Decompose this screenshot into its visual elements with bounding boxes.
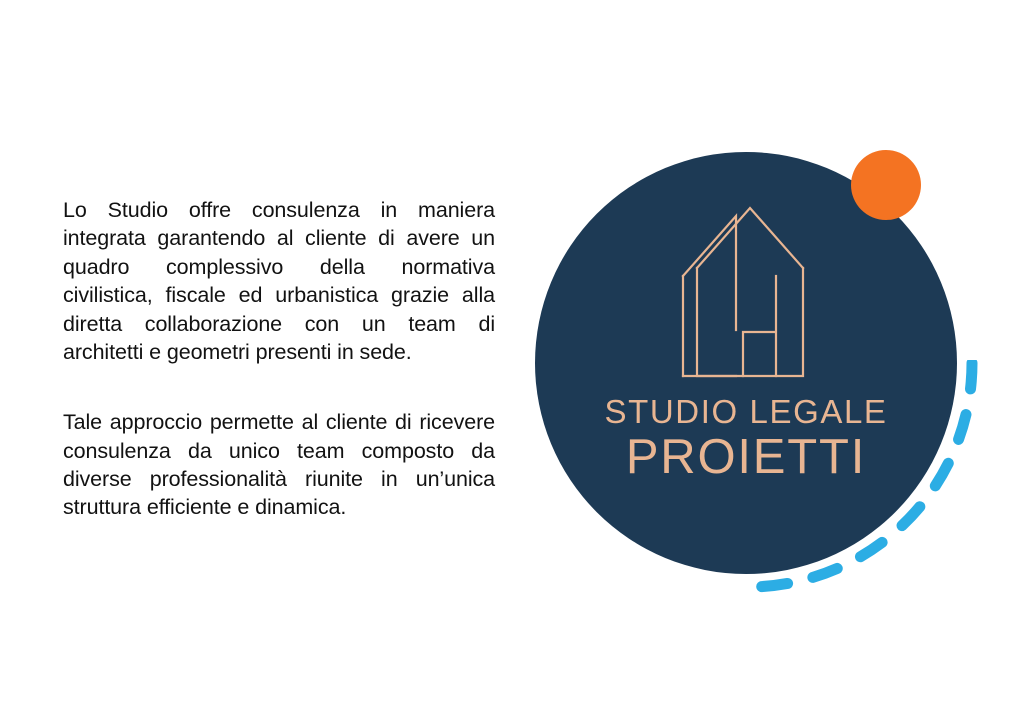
logo-line-2: PROIETTI xyxy=(625,429,867,484)
body-text-column xyxy=(63,196,495,522)
logo-lockup xyxy=(520,130,990,610)
paragraph-1: Lo Studio offre consulenza in maniera integrata garantendo al cliente di avere un quadro complessivo della normativa civilistica, fiscale ed urbanistica grazie alla diretta collaborazione con un team di architetti e geometri presenti in sede. xyxy=(63,198,495,364)
logo-wordmark xyxy=(535,395,957,483)
orange-dot-accent xyxy=(851,150,921,220)
logo-line-1: STUDIO LEGALE xyxy=(604,393,888,430)
paragraph-2: Tale approccio permette al cliente di ricevere consulenza da unico team composto da diverse professionalità riunite in un’unica struttura efficiente e dinamica. xyxy=(63,410,495,520)
house-outline-icon xyxy=(675,180,825,405)
